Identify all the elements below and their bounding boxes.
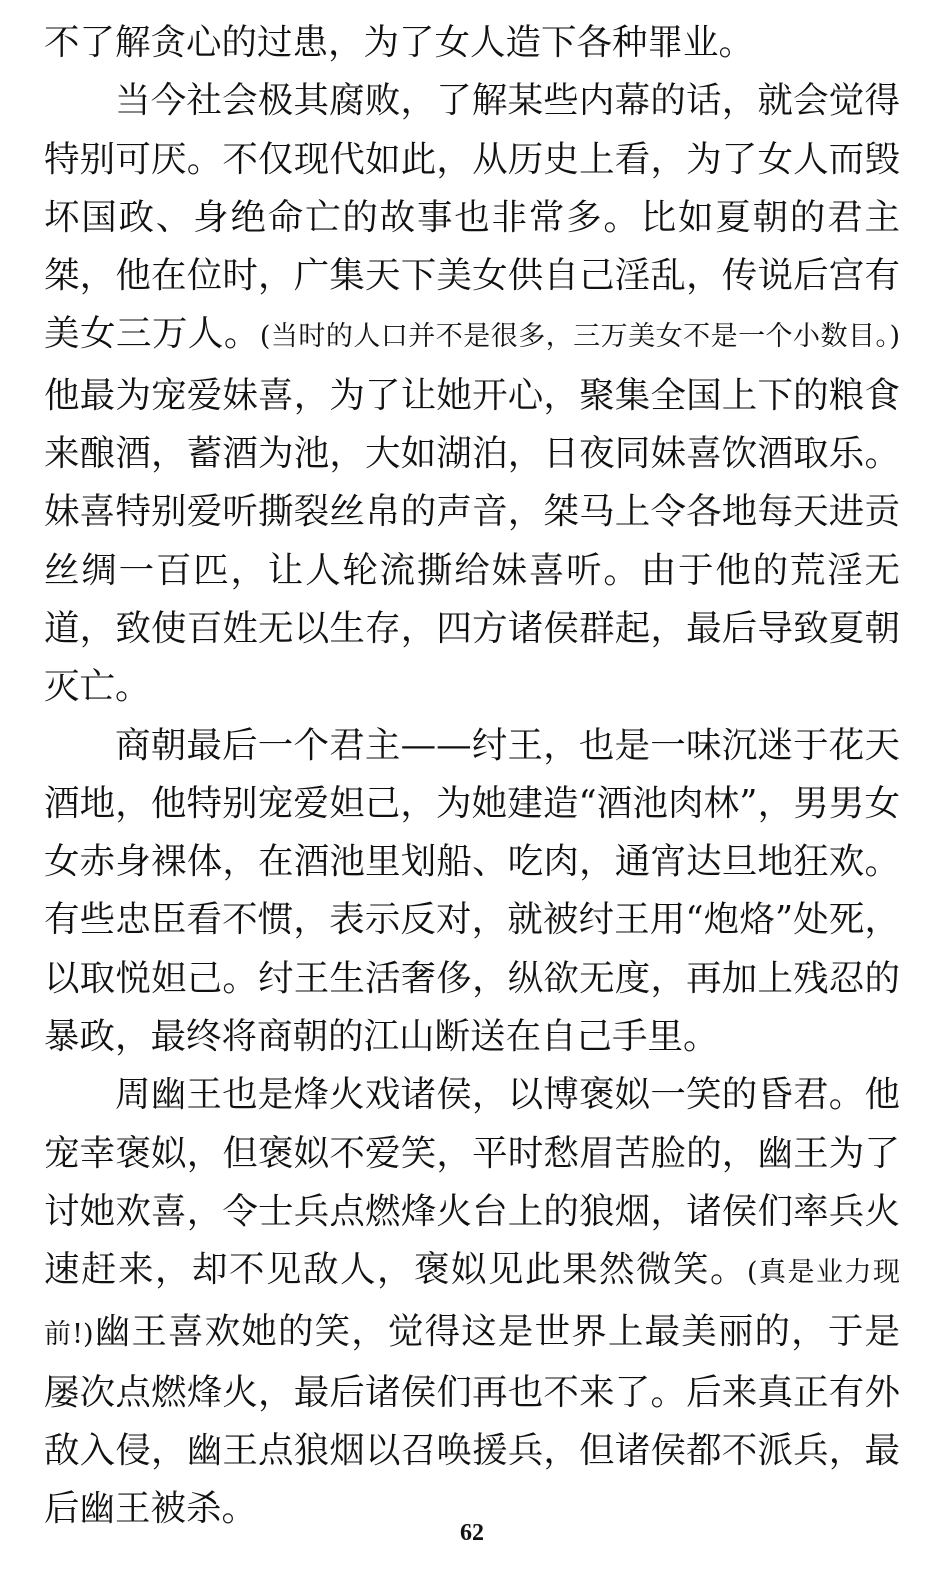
paragraph-text: 当今社会极其腐败，了解某些内幕的话，就会觉得特别可厌。不仅现代如此，从历史上看，为了女人而毁坏国政、身绝命亡的故事也非常多。比如夏朝的君主桀，他在位时，广集天下美女供自己淫乱，传说后宫有美女三万人。 bbox=[44, 80, 900, 355]
paragraph-text: 不了解贪心的过患，为了女人造下各种罪业。 bbox=[44, 22, 755, 63]
page-body bbox=[44, 14, 900, 1539]
page-number: 62 bbox=[460, 1520, 484, 1546]
paragraph-text: 商朝最后一个君主——纣王，也是一味沉迷于花天酒地，他特别宠爱妲己，为她建造“酒池肉林”，男男女女赤身裸体，在酒池里划船、吃肉，通宵达旦地狂欢。有些忠臣看不惯，表示反对，就被纣王用“炮烙”处死，以取悦妲己。纣王生活奢侈，纵欲无度，再加上残忍的暴政，最终将商朝的江山断送在自己手里。 bbox=[44, 724, 900, 1058]
paragraph-text: 周幽王也是烽火戏诸侯，以博褒姒一笑的昏君。他宠幸褒姒，但褒姒不爱笑，平时愁眉苦脸的，幽王为了讨她欢喜，令士兵点燃烽火台上的狼烟，诸侯们率兵火速赶来，却不见敌人，褒姒见此果然微笑。 bbox=[44, 1074, 900, 1291]
paragraph-xia-dynasty bbox=[44, 72, 900, 716]
paragraph-text: 幽王喜欢她的笑，觉得这是世界上最美丽的，于是屡次点燃烽火，最后诸侯们再也不来了。后来真正有外敌入侵，幽王点狼烟以召唤援兵，但诸侯都不派兵，最后幽王被杀。 bbox=[44, 1310, 900, 1530]
paragraph-zhou-dynasty bbox=[44, 1066, 900, 1538]
paragraph-continuation bbox=[44, 14, 900, 72]
paragraph-shang-dynasty bbox=[44, 717, 900, 1067]
parenthetical-note: (当时的人口并不是很多，三万美女不是一个小数目。) bbox=[259, 321, 900, 353]
parenthetical-note: (真是业力现前!) bbox=[44, 1257, 900, 1350]
paragraph-text: 他最为宠爱妹喜，为了让她开心，聚集全国上下的粮食来酿酒，蓄酒为池，大如湖泊，日夜同妹喜饮酒取乐。妹喜特别爱听撕裂丝帛的声音，桀马上令各地每天进贡丝绸一百匹，让人轮流撕给妹喜听。由于他的荒淫无道，致使百姓无以生存，四方诸侯群起，最后导致夏朝灭亡。 bbox=[44, 374, 900, 708]
